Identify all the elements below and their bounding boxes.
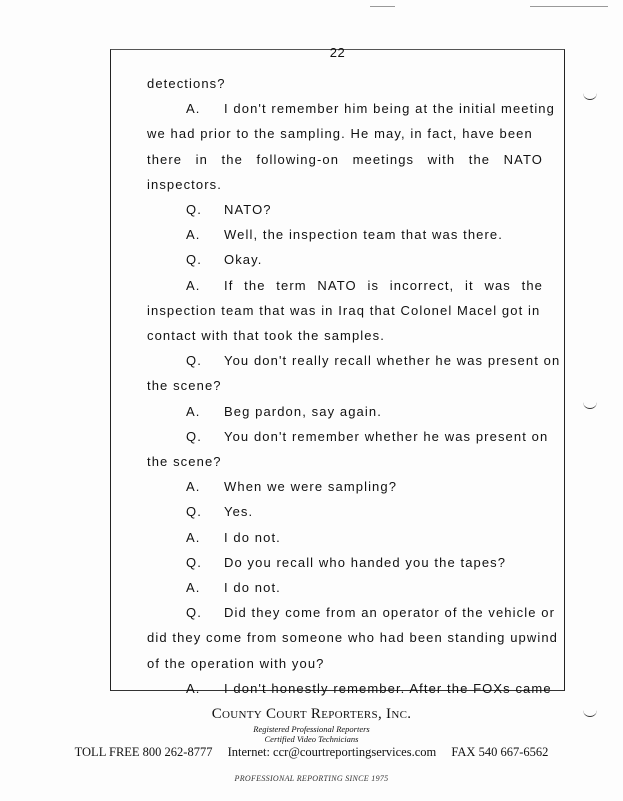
line-text: [186, 479, 543, 494]
line-content: there in the following-on meetings with the NATO: [147, 151, 543, 167]
line-content: If the term NATO is incorrect, it was the: [224, 277, 543, 293]
line-text: [147, 152, 543, 168]
line-text: [186, 101, 555, 117]
line-content: of the operation with you?: [147, 655, 325, 671]
company-name: County Court Reporters, Inc.: [211, 706, 412, 722]
speaker-label: Q.: [186, 202, 202, 217]
line-text: [147, 126, 543, 141]
line-content: Did they come from an operator of the vehicle or: [224, 605, 555, 621]
speaker-label: Q.: [186, 605, 202, 621]
scan-artifact: [370, 6, 395, 7]
line-content: I do not.: [224, 529, 281, 545]
line-content: contact with that took the samples.: [147, 328, 385, 343]
speaker-label: A.: [186, 101, 201, 117]
line-content: I don't remember him being at the initial meeting: [224, 101, 555, 117]
line-text: [147, 378, 543, 393]
internet-email: Internet: ccr@courtreportingservices.com: [227, 745, 437, 759]
line-text: [186, 504, 543, 519]
line-text: [147, 656, 543, 671]
line-text: [147, 454, 543, 469]
line-content: Okay.: [224, 252, 263, 268]
speaker-label: A.: [186, 227, 201, 243]
line-content: did they come from someone who had been standing upwind: [147, 630, 558, 646]
line-text: [186, 278, 543, 294]
scan-artifact: [530, 6, 608, 7]
line-content: Beg pardon, say again.: [224, 403, 382, 419]
speaker-label: A.: [186, 277, 201, 293]
line-content: inspection team that was in Iraq that Colonel Macel got in: [147, 302, 541, 318]
line-text: [147, 303, 543, 318]
line-text: [186, 555, 543, 570]
since-tagline: PROFESSIONAL REPORTING SINCE 1975: [234, 774, 389, 783]
speaker-label: Q.: [186, 504, 202, 520]
line-text: [186, 353, 561, 369]
speaker-label: A.: [186, 529, 201, 545]
line-text: [186, 252, 543, 267]
line-text: [147, 328, 543, 343]
line-text: [186, 202, 543, 217]
line-text: [147, 630, 558, 646]
speaker-label: Q.: [186, 353, 202, 369]
speaker-label: Q.: [186, 428, 202, 444]
toll-free-number: TOLL FREE 800 262-8777: [74, 745, 213, 759]
line-content: When we were sampling?: [224, 479, 398, 495]
line-content: detections?: [147, 76, 226, 91]
line-text: [147, 177, 543, 192]
line-text: [186, 428, 549, 444]
fax-number: FAX 540 667-6562: [451, 745, 549, 759]
line-content: Well, the inspection team that was there.: [224, 227, 503, 243]
line-content: inspectors.: [147, 176, 222, 192]
speaker-label: A.: [186, 580, 201, 595]
line-content: the scene?: [147, 378, 222, 394]
line-content: I don't honestly remember. After the FOXs came: [224, 680, 552, 696]
line-text: [186, 530, 543, 545]
speaker-label: A.: [186, 680, 201, 696]
page-number: 22: [329, 45, 346, 60]
contact-line: [0, 745, 623, 760]
line-text: [186, 680, 552, 696]
line-content: You don't remember whether he was present on: [224, 428, 549, 444]
tagline-reporters: Registered Professional Reporters: [253, 724, 370, 734]
line-content: we had prior to the sampling. He may, in fact, have been: [147, 126, 533, 142]
line-content: Do you recall who handed you the tapes?: [224, 554, 507, 570]
line-text: [147, 76, 543, 91]
transcript-box: [110, 45, 565, 696]
line-text: [186, 605, 555, 621]
line-text: [186, 404, 543, 419]
line-content: I do not.: [224, 580, 281, 595]
tagline-video: Certified Video Technicians: [264, 734, 359, 744]
line-text: [186, 227, 543, 242]
speaker-label: Q.: [186, 554, 202, 570]
binder-mark: [583, 402, 597, 409]
line-content: the scene?: [147, 454, 222, 469]
line-content: You don't really recall whether he was present on: [224, 353, 561, 369]
speaker-label: A.: [186, 479, 201, 495]
binder-mark: [583, 93, 597, 100]
speaker-label: A.: [186, 403, 201, 419]
speaker-label: Q.: [186, 252, 202, 268]
line-content: NATO?: [224, 202, 272, 217]
line-content: Yes.: [224, 504, 254, 520]
line-text: [186, 580, 543, 595]
